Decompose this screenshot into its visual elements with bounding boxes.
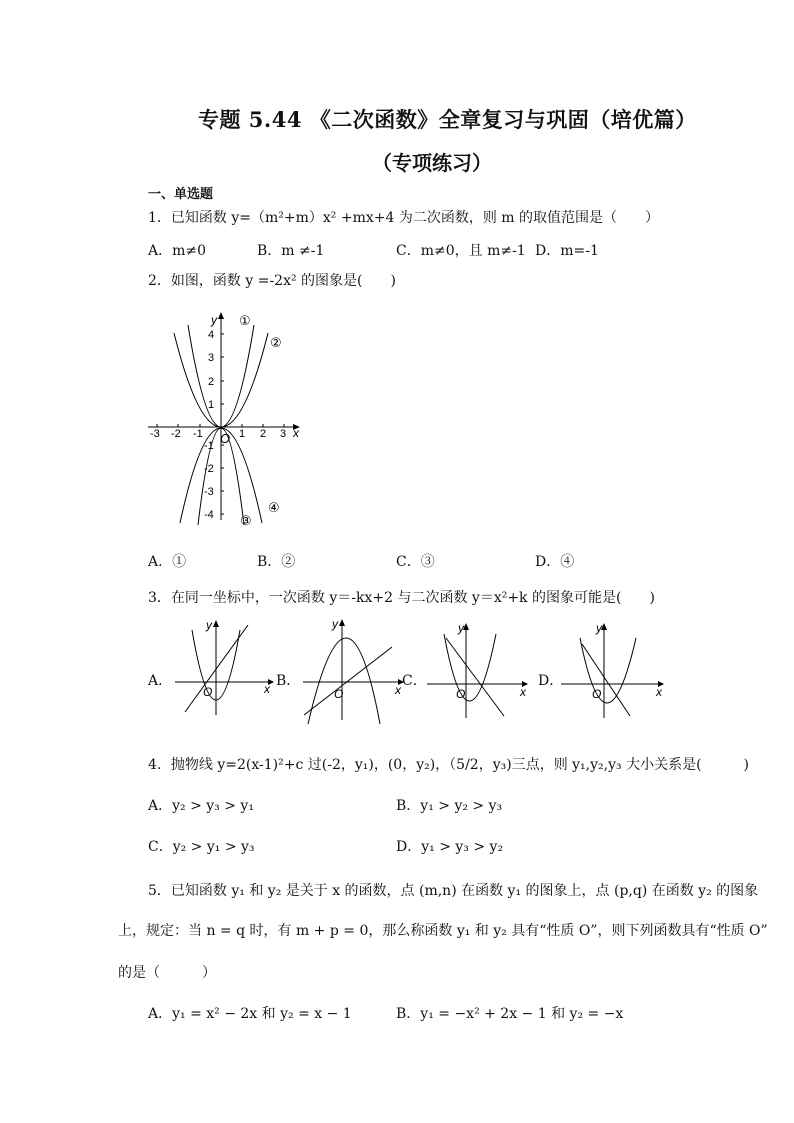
q2-option-c[interactable]: C．③ bbox=[396, 554, 435, 570]
q4-option-a[interactable]: A．y₂ > y₃ > y₁ bbox=[148, 798, 254, 814]
q3-option-b[interactable]: B． bbox=[276, 673, 301, 689]
origin-label: O bbox=[334, 687, 344, 701]
q1-option-d[interactable]: D．m=-1 bbox=[535, 243, 599, 259]
curve-label-2: ② bbox=[270, 335, 282, 350]
question-3-stem: 3．在同一坐标中，一次函数 y＝-kx+2 与二次函数 y＝x²+k 的图象可能是( ) bbox=[148, 590, 655, 606]
y-tick-label: 4 bbox=[208, 329, 215, 341]
x-label: x bbox=[520, 685, 526, 699]
x-tick-label: 3 bbox=[280, 428, 287, 440]
x-axis-label: x bbox=[293, 426, 299, 440]
q5-option-a[interactable]: A．y₁ = x² − 2x 和 y₂ = x − 1 bbox=[148, 1006, 352, 1022]
y-label: y bbox=[206, 618, 212, 632]
q2-option-a[interactable]: A．① bbox=[148, 554, 187, 570]
y-label: y bbox=[458, 621, 464, 635]
q4-option-c[interactable]: C．y₂ > y₁ > y₃ bbox=[148, 839, 255, 855]
q3-option-d[interactable]: D． bbox=[538, 673, 564, 689]
origin-label: O bbox=[220, 431, 231, 446]
y-label: y bbox=[332, 617, 338, 631]
q4-option-d[interactable]: D．y₁ > y₃ > y₂ bbox=[396, 839, 504, 855]
q3-graph-d[interactable] bbox=[558, 618, 670, 723]
y-axis-label: y bbox=[211, 313, 217, 327]
curve-label-4: ④ bbox=[268, 500, 280, 515]
y-axis-arrow bbox=[218, 312, 224, 319]
y-label: y bbox=[596, 621, 602, 635]
y-tick-label: -4 bbox=[204, 509, 214, 521]
y-tick-label: -1 bbox=[204, 440, 214, 452]
q3-graph-b[interactable] bbox=[298, 612, 413, 727]
q1-option-c[interactable]: C．m≠0，且 m≠-1 bbox=[396, 243, 526, 259]
x-label: x bbox=[395, 683, 401, 697]
q3-graph-c[interactable] bbox=[424, 618, 534, 723]
question-5-line1: 5．已知函数 y₁ 和 y₂ 是关于 x 的函数，点 (m,n) 在函数 y₁ 的图象上，点 (p,q) 在函数 y₂ 的图象 bbox=[148, 883, 759, 899]
y-tick-label: 1 bbox=[208, 399, 215, 411]
question-5-line2: 上，规定：当 n = q 时，有 m + p = 0，那么称函数 y₁ 和 y₂ 具有“性质 O”，则下列函数具有“性质 O” bbox=[118, 923, 768, 939]
question-1-stem: 1．已知函数 y=（m²+m）x² +mx+4 为二次函数，则 m 的取值范围是（ ） bbox=[148, 210, 660, 226]
q2-parabola-graph bbox=[140, 305, 315, 530]
origin-label: O bbox=[456, 687, 466, 701]
question-5-line3: 的是（ ） bbox=[118, 965, 216, 981]
origin-label: O bbox=[203, 685, 213, 699]
q5-option-b[interactable]: B．y₁ = −x² + 2x − 1 和 y₂ = −x bbox=[396, 1006, 624, 1022]
q3-option-a[interactable]: A． bbox=[148, 673, 173, 689]
q2-option-b[interactable]: B．② bbox=[257, 554, 296, 570]
x-tick-label: -3 bbox=[150, 428, 160, 440]
q4-option-b[interactable]: B．y₁ > y₂ > y₃ bbox=[396, 798, 503, 814]
q3-option-c[interactable]: C． bbox=[402, 673, 427, 689]
curve-label-3: ③ bbox=[240, 513, 252, 528]
x-tick-label: 2 bbox=[260, 428, 267, 440]
y-tick-label: 3 bbox=[208, 352, 215, 364]
x-tick-label: 1 bbox=[239, 428, 246, 440]
x-tick-label: -1 bbox=[193, 428, 203, 440]
x-label: x bbox=[264, 682, 270, 696]
question-2-stem: 2．如图，函数 y =-2x² 的图象是( ) bbox=[148, 273, 396, 289]
origin-label: O bbox=[592, 687, 602, 701]
page-subtitle: （专项练习） bbox=[372, 151, 492, 175]
q2-option-d[interactable]: D．④ bbox=[535, 554, 575, 570]
x-tick-label: -2 bbox=[171, 428, 181, 440]
section-heading: 一、单选题 bbox=[148, 187, 214, 202]
page-title: 专题 5.44 《二次函数》全章复习与巩固（培优篇） bbox=[198, 107, 697, 132]
y-tick-label: -2 bbox=[204, 463, 214, 475]
y-tick-label: -3 bbox=[204, 486, 214, 498]
q1-option-a[interactable]: A．m≠0 bbox=[148, 243, 207, 259]
q1-option-b[interactable]: B．m ≠-1 bbox=[257, 243, 325, 259]
q3-graph-a[interactable] bbox=[170, 615, 280, 720]
question-4-stem: 4．抛物线 y=2(x-1)²+c 过(-2，y₁)，(0，y₂)，（5/2，y₃)三点，则 y₁,y₂,y₃ 大小关系是( ) bbox=[148, 757, 749, 773]
curve-label-1: ① bbox=[239, 313, 251, 328]
y-tick-label: 2 bbox=[208, 376, 215, 388]
x-label: x bbox=[656, 685, 662, 699]
